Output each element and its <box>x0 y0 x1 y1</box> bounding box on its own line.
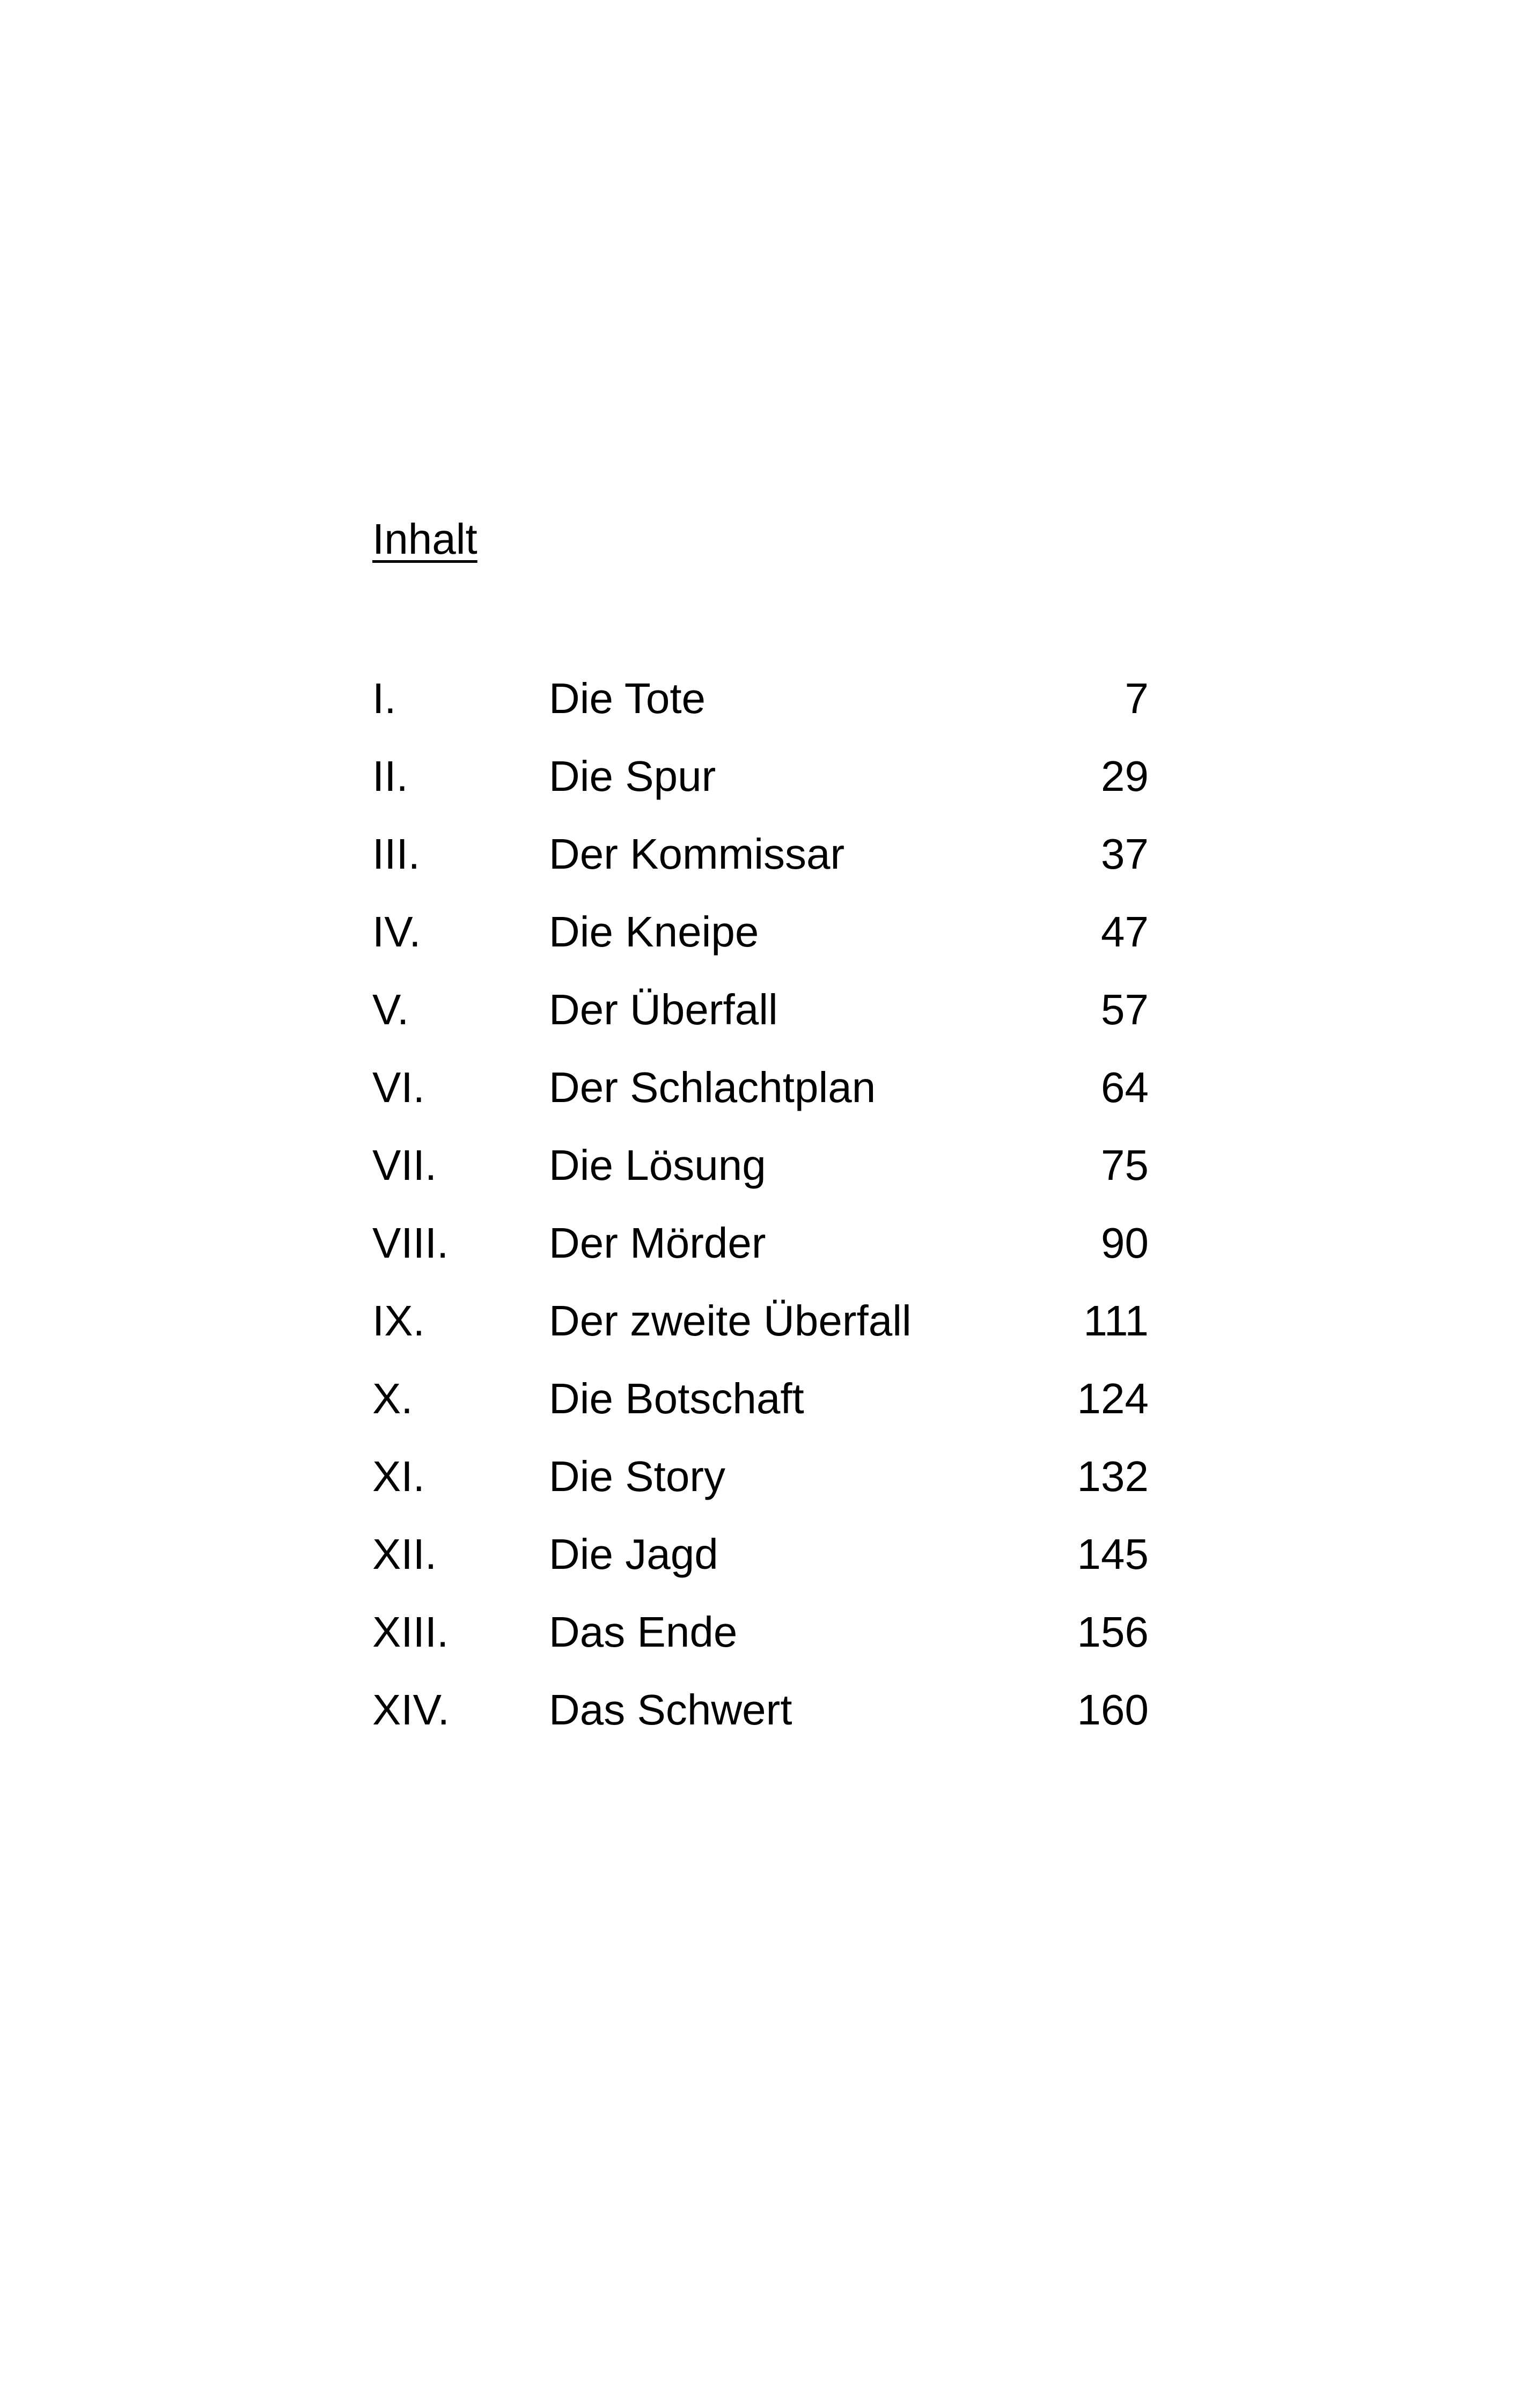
toc-entry <box>372 750 1149 827</box>
chapter-page-number: 156 <box>1077 1608 1149 1656</box>
chapter-numeral: IV. <box>372 908 421 956</box>
chapter-numeral: XI. <box>372 1452 425 1500</box>
chapter-title: Die Kneipe <box>549 908 759 956</box>
chapter-page-number: 75 <box>1101 1141 1149 1189</box>
chapter-title: Die Jagd <box>549 1530 718 1578</box>
chapter-numeral: II. <box>372 752 408 800</box>
chapter-title: Die Botschaft <box>549 1375 804 1422</box>
chapter-title: Der Kommissar <box>549 830 845 878</box>
chapter-page-number: 7 <box>1125 674 1149 722</box>
toc-entry <box>372 1216 1149 1294</box>
toc-entry <box>372 983 1149 1061</box>
chapter-numeral: IX. <box>372 1297 425 1345</box>
chapter-title: Der Schlachtplan <box>549 1063 876 1111</box>
toc-entry <box>372 1372 1149 1450</box>
toc-entry <box>372 672 1149 750</box>
chapter-page-number: 64 <box>1101 1063 1149 1111</box>
chapter-numeral: VI. <box>372 1063 425 1111</box>
chapter-title: Die Lösung <box>549 1141 766 1189</box>
chapter-numeral: V. <box>372 986 409 1033</box>
toc-entry <box>372 1528 1149 1605</box>
toc-entry <box>372 1294 1149 1372</box>
chapter-page-number: 124 <box>1077 1375 1149 1422</box>
table-of-contents <box>372 672 1149 1761</box>
chapter-title: Das Schwert <box>549 1686 792 1734</box>
chapter-numeral: XIV. <box>372 1686 450 1734</box>
toc-entry <box>372 905 1149 983</box>
chapter-numeral: III. <box>372 830 420 878</box>
chapter-numeral: VII. <box>372 1141 437 1189</box>
chapter-numeral: VIII. <box>372 1219 449 1267</box>
chapter-page-number: 132 <box>1077 1452 1149 1500</box>
chapter-page-number: 111 <box>1083 1297 1149 1345</box>
toc-heading: Inhalt <box>372 515 477 563</box>
chapter-page-number: 47 <box>1101 908 1149 956</box>
chapter-title: Die Story <box>549 1452 725 1500</box>
chapter-title: Die Spur <box>549 752 716 800</box>
toc-entry <box>372 827 1149 905</box>
chapter-page-number: 145 <box>1077 1530 1149 1578</box>
chapter-title: Der Überfall <box>549 986 778 1033</box>
chapter-numeral: I. <box>372 674 396 722</box>
chapter-page-number: 37 <box>1101 830 1149 878</box>
toc-entry <box>372 1139 1149 1216</box>
chapter-numeral: XIII. <box>372 1608 449 1656</box>
chapter-title: Der zweite Überfall <box>549 1297 912 1345</box>
chapter-page-number: 57 <box>1101 986 1149 1033</box>
toc-entry <box>372 1683 1149 1761</box>
chapter-title: Der Mörder <box>549 1219 766 1267</box>
toc-entry <box>372 1061 1149 1139</box>
chapter-numeral: XII. <box>372 1530 437 1578</box>
chapter-numeral: X. <box>372 1375 413 1422</box>
chapter-title: Die Tote <box>549 674 706 722</box>
chapter-page-number: 90 <box>1101 1219 1149 1267</box>
toc-entry <box>372 1450 1149 1528</box>
chapter-page-number: 29 <box>1101 752 1149 800</box>
chapter-title: Das Ende <box>549 1608 738 1656</box>
toc-entry <box>372 1605 1149 1683</box>
chapter-page-number: 160 <box>1077 1686 1149 1734</box>
